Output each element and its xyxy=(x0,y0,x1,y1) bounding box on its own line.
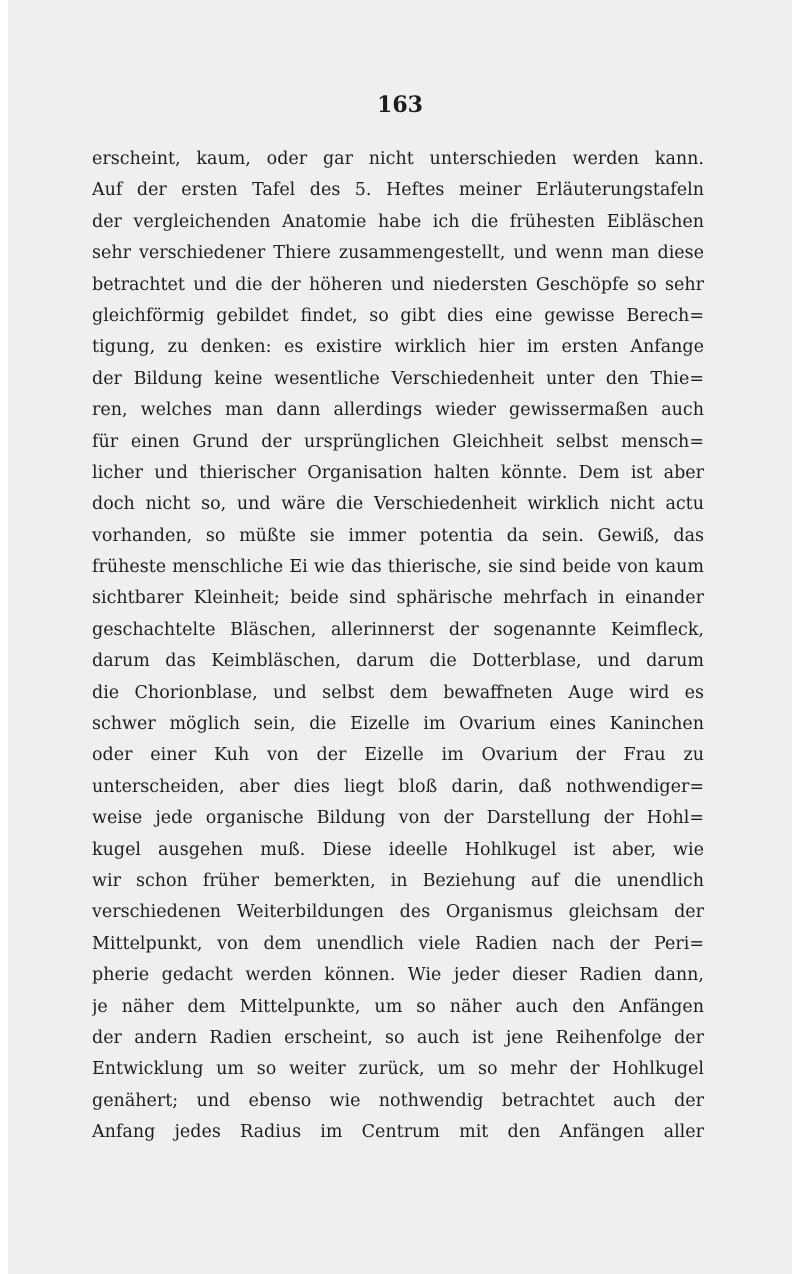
text-line: verschiedenen Weiterbildungen des Organismus gleichsam der xyxy=(92,902,704,923)
text-line: betrachtet und die der höheren und niedersten Geschöpfe so sehr xyxy=(92,274,704,295)
body-text xyxy=(92,144,704,1149)
text-line: je näher dem Mittelpunkte, um so näher auch den Anfängen xyxy=(92,996,704,1017)
text-line: wir schon früher bemerkten, in Beziehung auf die unendlich xyxy=(92,870,704,891)
text-line: licher und thierischer Organisation halten könnte. Dem ist aber xyxy=(92,462,704,483)
book-page xyxy=(8,0,792,1274)
text-line: doch nicht so, und wäre die Verschiedenheit wirklich nicht actu xyxy=(92,494,704,515)
text-line: Mittelpunkt, von dem unendlich viele Radien nach der Peri= xyxy=(92,933,704,954)
text-line: Entwicklung um so weiter zurück, um so mehr der Hohlkugel xyxy=(92,1059,704,1080)
text-line: früheste menschliche Ei wie das thierische, sie sind beide von kaum xyxy=(92,557,704,578)
text-line: unterscheiden, aber dies liegt bloß darin, daß nothwendiger= xyxy=(92,776,704,797)
text-line: sichtbarer Kleinheit; beide sind sphärische mehrfach in einander xyxy=(92,588,704,609)
text-line: darum das Keimbläschen, darum die Dotterblase, und darum xyxy=(92,651,704,672)
text-line: vorhanden, so müßte sie immer potentia da sein. Gewiß, das xyxy=(92,525,704,546)
text-line: für einen Grund der ursprünglichen Gleichheit selbst mensch= xyxy=(92,431,704,452)
text-line: tigung, zu denken: es existire wirklich hier im ersten Anfange xyxy=(92,337,704,358)
text-line: der andern Radien erscheint, so auch ist jene Reihenfolge der xyxy=(92,1027,704,1048)
text-line: kugel ausgehen muß. Diese ideelle Hohlkugel ist aber, wie xyxy=(92,839,704,860)
text-line: erscheint, kaum, oder gar nicht unterschieden werden kann. xyxy=(92,149,704,169)
text-line: weise jede organische Bildung von der Darstellung der Hohl= xyxy=(92,808,704,829)
text-line: sehr verschiedener Thiere zusammengestellt, und wenn man diese xyxy=(92,243,704,264)
page-number: 163 xyxy=(377,92,423,118)
text-line: der vergleichenden Anatomie habe ich die frühesten Eibläschen xyxy=(92,211,704,232)
text-line: schwer möglich sein, die Eizelle im Ovarium eines Kaninchen xyxy=(92,714,704,735)
text-line: Anfang jedes Radius im Centrum mit den Anfängen aller xyxy=(92,1122,704,1143)
text-line: Auf der ersten Tafel des 5. Heftes meiner Erläuterungstafeln xyxy=(92,180,704,201)
text-line: oder einer Kuh von der Eizelle im Ovarium der Frau zu xyxy=(92,745,704,766)
text-line: die Chorionblase, und selbst dem bewaffneten Auge wird es xyxy=(92,682,704,703)
text-line: genähert; und ebenso wie nothwendig betrachtet auch der xyxy=(92,1090,704,1111)
text-line: geschachtelte Bläschen, allerinnerst der sogenannte Keimfleck, xyxy=(92,619,704,640)
text-line: ren, welches man dann allerdings wieder gewissermaßen auch xyxy=(92,400,704,421)
text-line: gleichförmig gebildet findet, so gibt dies eine gewisse Berech= xyxy=(92,305,704,326)
text-line: pherie gedacht werden können. Wie jeder dieser Radien dann, xyxy=(92,965,704,986)
text-line: der Bildung keine wesentliche Verschiedenheit unter den Thie= xyxy=(92,368,704,389)
